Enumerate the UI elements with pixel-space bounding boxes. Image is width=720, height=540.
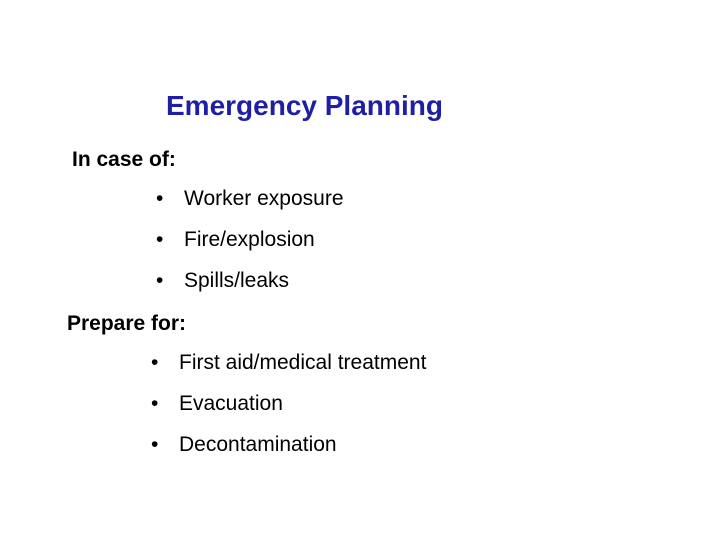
bullet-list-prepare-for	[151, 350, 426, 473]
list-item-text: Worker exposure	[184, 187, 344, 210]
bullet-icon: •	[151, 351, 159, 374]
bullet-icon: •	[156, 269, 164, 292]
list-item	[151, 432, 426, 473]
list-item-text: Evacuation	[179, 392, 283, 415]
list-item	[151, 391, 426, 432]
list-item-text: Decontamination	[179, 433, 337, 456]
slide-title: Emergency Planning	[166, 90, 443, 121]
bullet-icon: •	[151, 392, 159, 415]
bullet-icon: •	[156, 228, 164, 251]
section-heading-prepare-for: Prepare for:	[67, 312, 187, 335]
list-item-text: First aid/medical treatment	[179, 351, 427, 374]
list-item-text: Spills/leaks	[184, 269, 290, 292]
list-item	[156, 268, 344, 309]
bullet-icon: •	[156, 187, 164, 210]
list-item-text: Fire/explosion	[184, 228, 315, 251]
list-item	[156, 186, 344, 227]
list-item	[151, 350, 426, 391]
list-item	[156, 227, 344, 268]
section-heading-in-case-of: In case of:	[72, 148, 176, 171]
bullet-icon: •	[151, 433, 159, 456]
bullet-list-in-case-of	[156, 186, 344, 309]
